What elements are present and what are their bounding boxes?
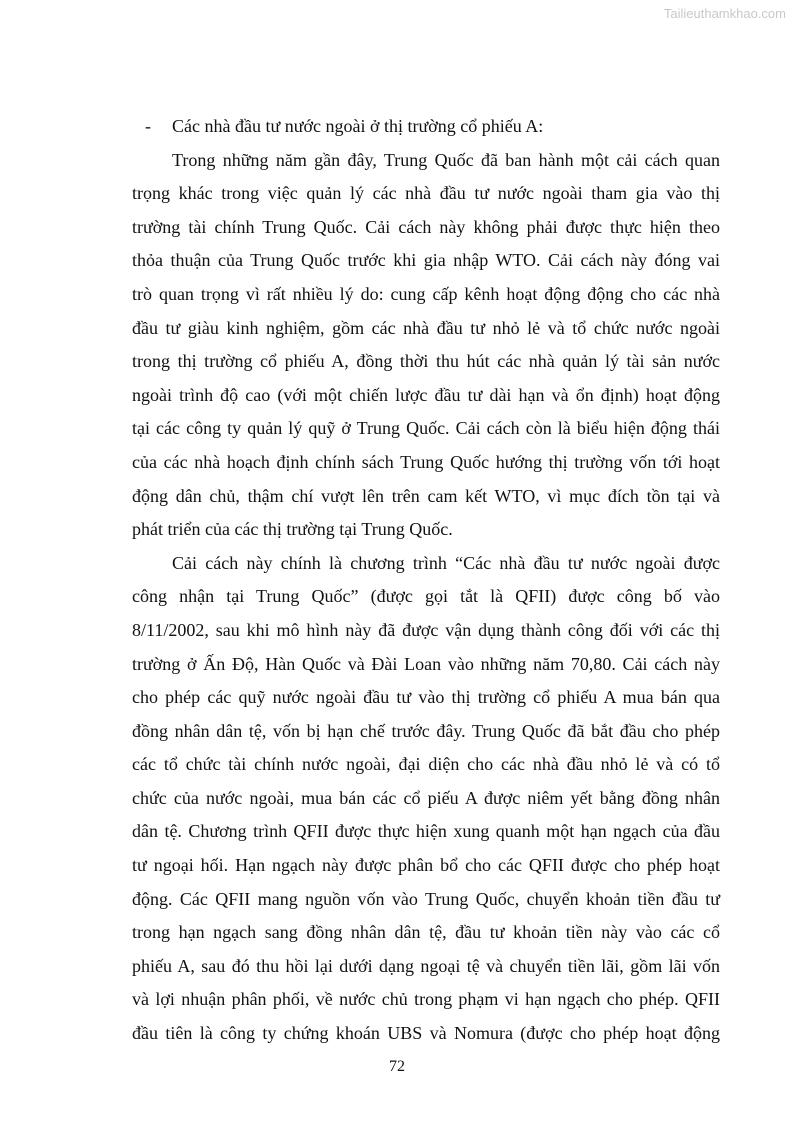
paragraph-line: thỏa thuận của Trung Quốc trước khi gia nhập WTO. Cải cách này đóng vai [132,250,720,271]
paragraph-line: công nhận tại Trung Quốc” (được gọi tắt là QFII) được công bố vào [132,586,720,607]
paragraph-line: động dân chủ, thậm chí vượt lên trên cam kết WTO, vì mục đích tồn tại và [132,485,720,506]
page-number: 72 [389,1058,405,1075]
paragraph-line: động. Các QFII mang nguồn vốn vào Trung Quốc, chuyển khoản tiền đầu tư [132,888,720,909]
paragraph-line: tại các công ty quản lý quỹ ở Trung Quốc. Cải cách còn là biểu hiện động thái [132,418,720,439]
paragraph-line: Trong những năm gần đây, Trung Quốc đã ban hành một cải cách quan [172,149,720,170]
paragraph-line: tư ngoại hối. Hạn ngạch này được phân bổ cho các QFII được cho phép hoạt [132,855,720,876]
paragraph-line: trong hạn ngạch sang đồng nhân dân tệ, đầu tư khoản tiền này vào các cổ [132,922,720,943]
paragraph-1 [132,144,720,547]
paragraph-line: đầu tiên là công ty chứng khoán UBS và Nomura (được cho phép hoạt động [132,1023,720,1044]
paragraph-line: trò quan trọng vì rất nhiều lý do: cung cấp kênh hoạt động động cho các nhà [132,283,720,304]
paragraph-line: của các nhà hoạch định chính sách Trung Quốc hướng thị trường vốn tới hoạt [132,451,720,472]
paragraph-line: phiếu A, sau đó thu hồi lại dưới dạng ngoại tệ và chuyển tiền lãi, gồm lãi vốn [132,955,720,976]
paragraph-line: phát triển của các thị trường tại Trung Quốc. [132,519,453,540]
paragraph-line: các tổ chức tài chính nước ngoài, đại diện cho các nhà đầu nhỏ lẻ và có tổ [132,754,720,775]
paragraphs [132,144,720,1051]
paragraph-line: ngoài trình độ cao (với một chiến lược đầu tư dài hạn và ổn định) hoạt động [132,384,720,405]
paragraph-line: chức của nước ngoài, mua bán các cổ piếu A được niêm yết bằng đồng nhân [132,787,720,808]
paragraph-line: Cải cách này chính là chương trình “Các nhà đầu tư nước ngoài được [172,552,720,573]
paragraph-line: trường tài chính Trung Quốc. Cải cách này không phải được thực hiện theo [132,216,720,237]
paragraph-line: đầu tư giàu kinh nghiệm, gồm các nhà đầu tư nhỏ lẻ và tổ chức nước ngoài [132,317,720,338]
bullet-dash: - [145,116,151,136]
paragraph-line: và lợi nhuận phân phối, về nước chủ trong phạm vi hạn ngạch cho phép. QFII [132,989,720,1010]
paragraph-2 [132,547,720,1051]
paragraph-line: trọng khác trong việc quản lý các nhà đầu tư nước ngoài tham gia vào thị [132,183,720,204]
paragraph-line: trong thị trường cổ phiếu A, đồng thời thu hút các nhà quản lý tài sản nước [132,351,720,372]
watermark: Tailieuthamkhao.com [663,6,786,21]
bullet-heading [132,110,720,144]
paragraph-line: đồng nhân dân tệ, vốn bị hạn chế trước đây. Trung Quốc đã bắt đầu cho phép [132,720,720,741]
paragraph-line: dân tệ. Chương trình QFII được thực hiện xung quanh một hạn ngạch của đầu [132,821,720,842]
paragraph-line: cho phép các quỹ nước ngoài đầu tư vào thị trường cổ phiếu A mua bán qua [132,687,720,708]
paragraph-line: 8/11/2002, sau khi mô hình này đã được vận dụng thành công đối với các thị [132,619,720,640]
paragraph-line: trường ở Ấn Độ, Hàn Quốc và Đài Loan vào những năm 70,80. Cải cách này [132,653,720,674]
bullet-text: Các nhà đầu tư nước ngoài ở thị trường cổ phiếu A: [172,116,544,136]
document-body [132,110,720,1051]
